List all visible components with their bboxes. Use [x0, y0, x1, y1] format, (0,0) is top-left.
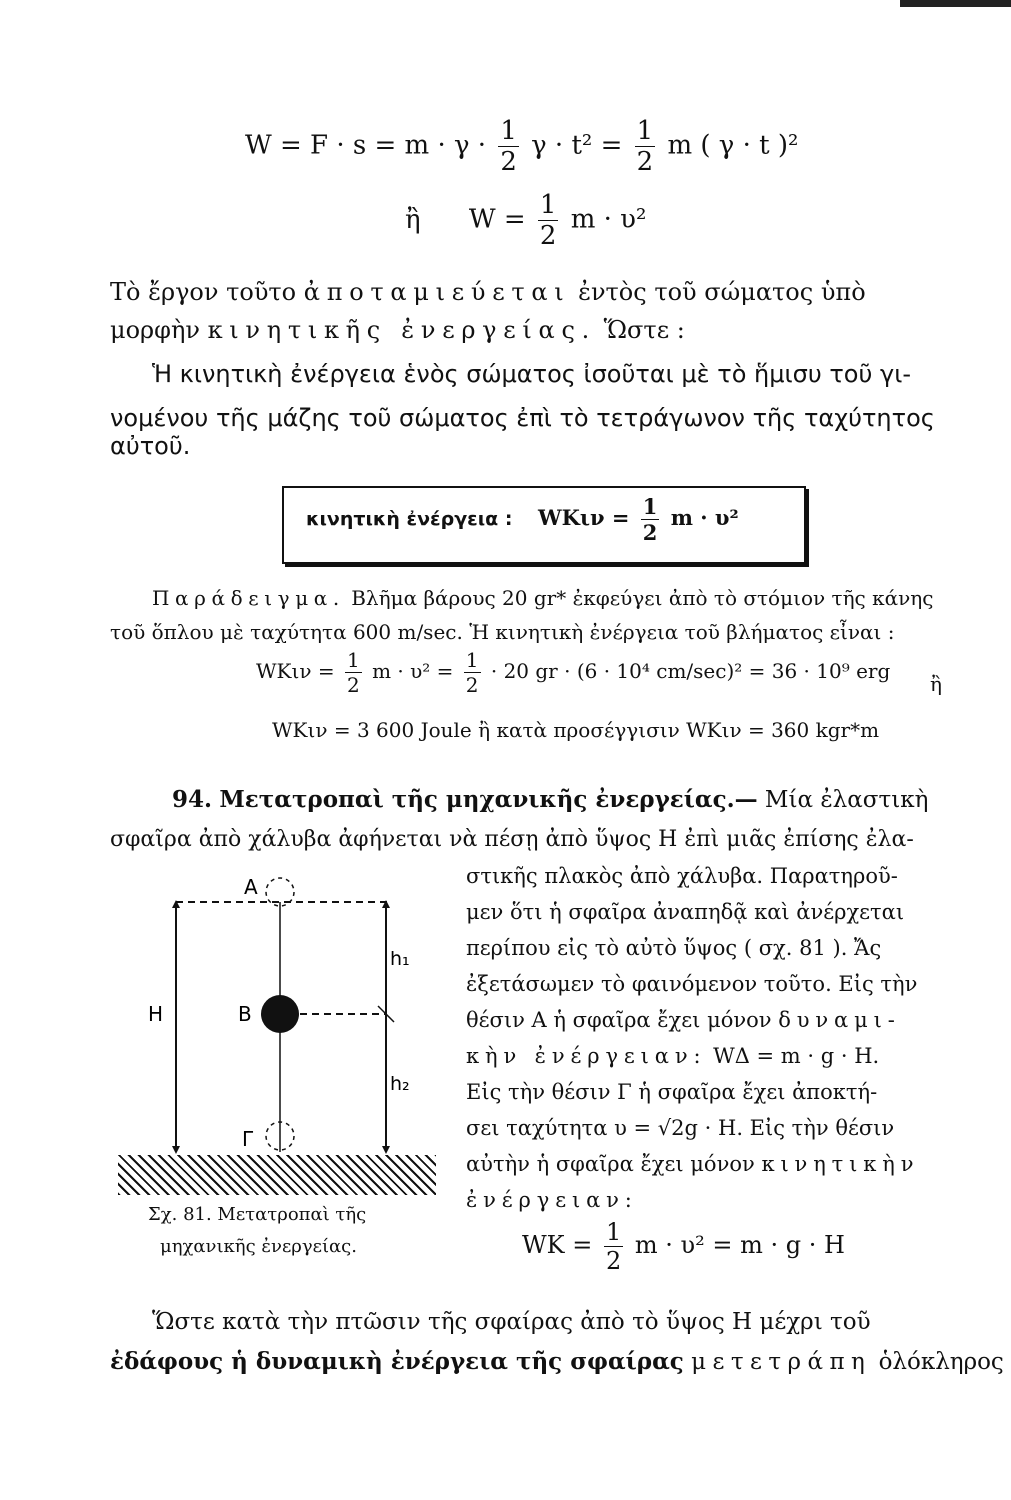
text: ἐντὸς τοῦ σώματος ὑπὸ	[578, 278, 866, 306]
definition-line2: νομένου τῆς μάζης τοῦ σώματος ἐπὶ τὸ τετράγωνον τῆς ταχύτητος	[110, 404, 935, 432]
section-r4: ἐξετάσωμεν τὸ φαινόμενον τοῦτο. Εἰς τὴν	[466, 972, 918, 996]
section-number: 94.	[172, 786, 213, 813]
label-g: Γ	[242, 1127, 254, 1151]
frac-denominator: 2	[500, 147, 517, 177]
eq2-fraction	[538, 192, 559, 249]
example-result: WΚιν = 3 600 Joule ἢ κατὰ προσέγγισιν WΚιν = 360 kgr*m	[272, 718, 880, 742]
frac-numerator: 1	[636, 116, 654, 146]
closing-line1: Ὥστε κατὰ τὴν πτῶσιν τῆς σφαίρας ἀπὸ τὸ ὕψος Η μέχρι τοῦ	[152, 1309, 871, 1335]
text: ἐδάφους ἡ δυναμικὴ ἐνέργεια τῆς σφαίρας	[110, 1348, 684, 1375]
final-fraction	[604, 1220, 623, 1273]
section-r10	[466, 1182, 638, 1218]
box-formula	[538, 496, 739, 543]
equation-work	[245, 118, 798, 175]
calc-rhs: · 20 gr · (6 · 10⁴ cm/sec)² = 36 · 10⁹ erg	[490, 659, 891, 683]
calc-fraction-2	[464, 650, 481, 695]
frac-numerator: 1	[500, 116, 517, 146]
text: Τὸ ἔργον τοῦτο	[110, 278, 297, 306]
section-r8: σει ταχύτητα υ = √2g · H. Εἰς τὴν θέσιν	[466, 1116, 895, 1140]
text: ὁλόκληρος	[878, 1349, 1004, 1375]
spaced-text: δυναμι-	[778, 1008, 901, 1032]
label-h2: h₂	[390, 1073, 410, 1095]
figure-ball-drop	[140, 870, 440, 1160]
frac-denominator: 2	[605, 1247, 622, 1275]
example-text: Βλῆμα βάρους 20 gr* ἐκφεύγει ἀπὸ τὸ στόμιον τῆς κάνης	[351, 586, 934, 610]
section-r2: μεν ὅτι ἡ σφαῖρα ἀναπηδᾷ καὶ ἀνέρχεται	[466, 900, 905, 924]
section-r7: Εἰς τὴν θέσιν Γ ἡ σφαῖρα ἔχει ἀποκτή-	[466, 1080, 878, 1104]
frac-numerator: 1	[605, 1218, 622, 1246]
eq1-fraction-2	[635, 118, 656, 175]
example-line1	[152, 580, 933, 616]
frac-denominator: 2	[346, 673, 360, 697]
page-edge-line	[900, 0, 1011, 7]
label-h1: h₁	[390, 948, 410, 970]
text: θέσιν Α ἡ σφαῖρα ἔχει μόνον	[466, 1008, 772, 1032]
box-label: κινητικὴ ἐνέργεια :	[306, 508, 513, 530]
steel-plate-ground	[118, 1155, 436, 1195]
frac-denominator: 2	[465, 673, 479, 697]
spaced-text: ἀποταμιεύεται	[303, 278, 571, 306]
label-h: Η	[148, 1002, 164, 1026]
example-line2: τοῦ ὅπλου μὲ ταχύτητα 600 m/sec. Ἡ κινητικὴ ἐνέργεια τοῦ βλήματος εἶναι :	[110, 620, 895, 644]
box-rhs: m · υ²	[670, 505, 739, 530]
final-formula	[522, 1220, 845, 1273]
ball-b-solid-icon	[261, 995, 299, 1033]
calc-mid: m · υ² =	[372, 659, 454, 683]
closing-line2	[110, 1342, 1004, 1382]
box-fraction	[641, 496, 660, 543]
para1-line1	[110, 272, 866, 312]
equation-kinetic	[405, 192, 646, 249]
eq1-lhs: W = F · s = m · γ ·	[245, 130, 487, 161]
calc-lhs: WΚιν =	[256, 659, 335, 683]
section-r1: στικῆς πλακὸς ἀπὸ χάλυβα. Παρατηροῦ-	[466, 864, 898, 888]
ball-a-dashed-icon	[266, 878, 294, 906]
eq1-mid: γ · t² =	[531, 130, 623, 161]
frac-numerator: 1	[539, 190, 557, 220]
spaced-text: μετετράπη	[691, 1349, 872, 1375]
text: μορφὴν	[110, 316, 200, 344]
spaced-text: κινητικῆς ἐνεργείας.	[207, 316, 596, 344]
text: Ὥστε :	[603, 316, 685, 344]
final-rhs: m · υ² = m · g · H	[634, 1231, 845, 1259]
text: WΔ = m · g · H.	[713, 1044, 880, 1068]
section-r3: περίπου εἰς τὸ αὐτὸ ὕψος ( σχ. 81 ). Ἄς	[466, 936, 882, 960]
label-b: Β	[238, 1002, 252, 1026]
frac-denominator: 2	[539, 221, 557, 251]
section-r9	[466, 1146, 919, 1182]
frac-numerator: 1	[642, 494, 658, 519]
formula-box	[282, 486, 806, 564]
example-calc	[256, 650, 890, 695]
spaced-text: κινητικὴν	[761, 1152, 920, 1176]
box-lhs: WΚιν =	[538, 505, 630, 530]
section-r6	[466, 1038, 879, 1074]
figure-caption-line1: Σχ. 81. Μετατροπαὶ τῆς	[148, 1204, 367, 1225]
eq2-or: ἢ	[405, 204, 421, 235]
spaced-text: κὴν ἐνέργειαν:	[466, 1044, 707, 1068]
definition-line1: Ἡ κινητικὴ ἐνέργεια ἑνὸς σώματος ἰσοῦται μὲ τὸ ἥμισυ τοῦ γι-	[152, 360, 911, 388]
frac-denominator: 2	[636, 147, 654, 177]
example-title: Παράδειγμα.	[152, 586, 345, 610]
section-heading-line	[172, 780, 928, 820]
figure-caption-line2: μηχανικῆς ἐνεργείας.	[160, 1236, 357, 1257]
frac-numerator: 1	[465, 648, 479, 672]
section-line1: Μία ἐλαστικὴ	[764, 787, 929, 813]
arrow-down-icon	[172, 1146, 180, 1154]
text: αὐτὴν ἡ σφαῖρα ἔχει μόνον	[466, 1152, 755, 1176]
label-a: Α	[244, 875, 258, 899]
section-r5	[466, 1002, 901, 1038]
eq2-rhs: m · υ²	[570, 204, 647, 235]
section-title: Μετατροπαὶ τῆς μηχανικῆς ἐνεργείας.—	[219, 786, 758, 813]
frac-denominator: 2	[642, 520, 658, 545]
spaced-text: ἐνέργειαν:	[466, 1188, 638, 1212]
definition-line3: αὐτοῦ.	[110, 432, 191, 460]
eq2-lhs: W =	[468, 204, 526, 235]
eq1-fraction	[498, 118, 519, 175]
eq1-rhs: m ( γ · t )²	[667, 130, 799, 161]
section-line2: σφαῖρα ἀπὸ χάλυβα ἀφήνεται νὰ πέσῃ ἀπὸ ὕψος Η ἐπὶ μιᾶς ἐπίσης ἐλα-	[110, 827, 914, 852]
arrow-down-icon	[382, 1146, 390, 1154]
para1-line2	[110, 310, 685, 350]
frac-numerator: 1	[346, 648, 360, 672]
final-lhs: WΚ =	[522, 1231, 593, 1259]
calc-fraction	[345, 650, 362, 695]
calc-or: ἢ	[930, 672, 942, 696]
